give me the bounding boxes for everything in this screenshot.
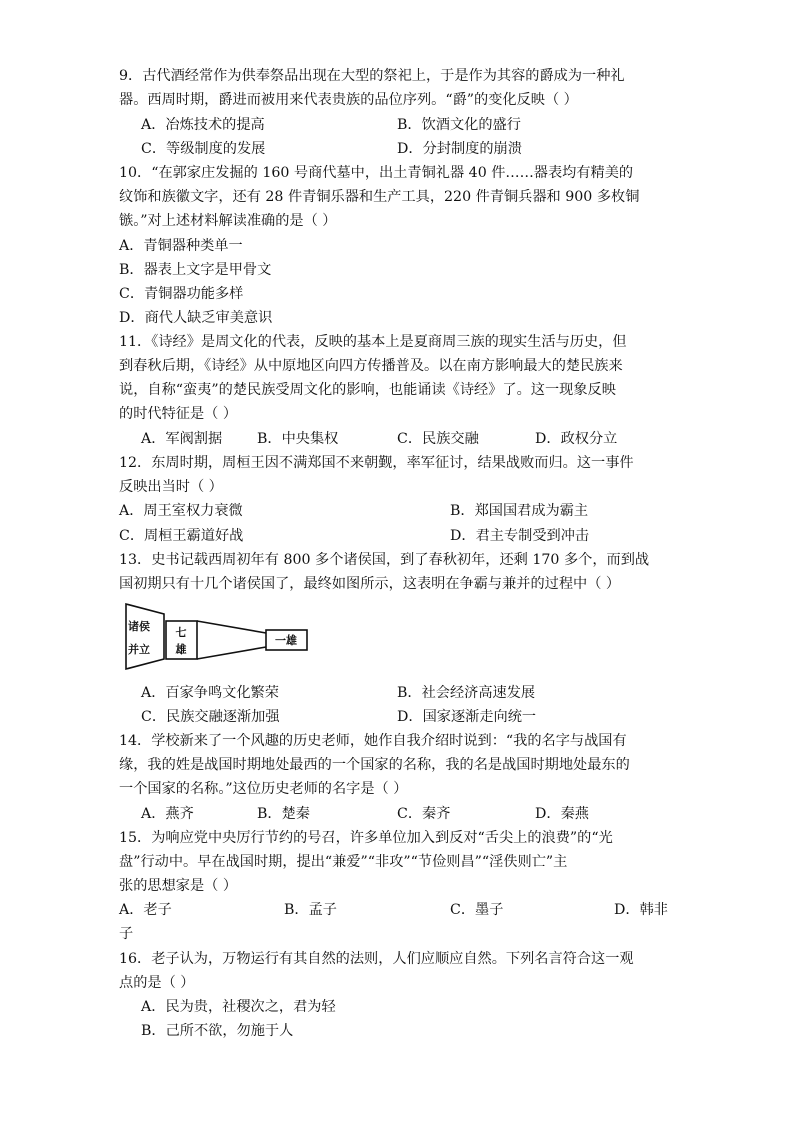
q14-option-b: B．楚秦 <box>257 806 310 822</box>
q15-option-c: C．墨子 <box>450 902 504 918</box>
q14-stem-line-2: 缘，我的姓是战国时期地处最西的一个国家的名称，我的名是战国时期地处最东的 <box>119 757 630 773</box>
q11-option-a: A．军阀割据 <box>141 431 223 447</box>
q13-option-c: C．民族交融逐渐加强 <box>141 709 280 725</box>
diagram-right-label: 一雄 <box>275 634 297 647</box>
q10-stem-line-1: 10．“在郭家庄发掘的 160 号商代墓中，出土青铜礼器 40 件……器表均有精美的 <box>119 165 634 181</box>
q15-option-d-wrap: 子 <box>119 926 134 942</box>
diagram-middle-label-1: 七 <box>175 626 187 639</box>
q11-stem-line-3: 说，自称“蛮夷”的楚民族受周文化的影响，也能诵读《诗经》了。这一现象反映 <box>119 382 616 398</box>
q11-stem-line-1: 11．《诗经》是周文化的代表，反映的基本上是夏商周三族的现实生活与历史，但 <box>119 334 627 350</box>
q14-stem-line-1: 14．学校新来了一个风趣的历史老师，她作自我介绍时说到：“我的名字与战国有 <box>119 733 627 749</box>
q11-stem-line-2: 到春秋后期，《诗经》从中原地区向四方传播普及。以在南方影响最大的楚民族来 <box>119 358 623 374</box>
q12-stem-line-2: 反映出当时（ ） <box>119 479 223 495</box>
q15-stem-line-2: 盘”行动中。早在战国时期，提出“兼爱”“非攻”“节俭则昌”“淫佚则亡”主 <box>119 854 568 870</box>
q9-option-d: D．分封制度的崩溃 <box>397 141 522 157</box>
q15-stem-line-1: 15．为响应党中央厉行节约的号召，许多单位加入到反对“舌尖上的浪费”的“光 <box>119 830 613 846</box>
q14-option-a: A．燕齐 <box>141 806 194 822</box>
q13-option-d: D．国家逐渐走向统一 <box>397 709 537 725</box>
q11-stem-line-4: 的时代特征是（ ） <box>119 406 238 422</box>
q16-stem-line-2: 点的是（ ） <box>119 975 195 991</box>
q12-stem-line-1: 12．东周时期，周桓王因不满郑国不来朝觐，率军征讨，结果战败而归。这一事件 <box>119 455 634 471</box>
q11-option-b: B．中央集权 <box>257 431 339 447</box>
q9-stem-line-1: 9．古代酒经常作为供奉祭品出现在大型的祭祀上，于是作为其容的爵成为一种礼 <box>119 68 625 84</box>
q10-option-c: C．青铜器功能多样 <box>119 286 244 302</box>
q10-option-d: D．商代人缺乏审美意识 <box>119 310 273 326</box>
q9-option-b: B．饮酒文化的盛行 <box>397 117 521 133</box>
diagram-middle-label-2: 雄 <box>175 643 187 656</box>
q10-option-a: A．青铜器种类单一 <box>119 238 243 254</box>
q15-option-a: A．老子 <box>119 902 172 918</box>
q9-option-a: A．冶炼技术的提高 <box>141 117 265 133</box>
q16-stem-line-1: 16．老子认为，万物运行有其自然的法则，人们应顺应自然。下列名言符合这一观 <box>119 951 634 967</box>
q10-stem-line-2: 纹饰和族徽文字，还有 28 件青铜乐器和生产工具，220 件青铜兵器和 900 多枚铜 <box>119 189 640 205</box>
q12-option-a: A．周王室权力衰微 <box>119 503 243 519</box>
q11-option-d: D．政权分立 <box>535 431 618 447</box>
q13-stem-line-1: 13．史书记载西周初年有 800 多个诸侯国，到了春秋初年，还剩 170 多个，而到战 <box>119 552 650 568</box>
q12-option-b: B．郑国国君成为霸主 <box>450 503 589 519</box>
diagram-left-label-1: 诸侯 <box>128 620 150 633</box>
q14-option-d: D．秦燕 <box>535 806 589 822</box>
q9-option-c: C．等级制度的发展 <box>141 141 266 157</box>
q16-option-a: A．民为贵，社稷次之，君为轻 <box>141 999 336 1015</box>
q14-stem-line-3: 一个国家的名称。”这位历史老师的名字是（ ） <box>119 781 408 797</box>
q12-option-d: D．君主专制受到冲击 <box>450 528 590 544</box>
q10-option-b: B．器表上文字是甲骨文 <box>119 262 272 278</box>
diagram-left-label-2: 并立 <box>128 643 150 656</box>
q10-stem-line-3: 镞。”对上述材料解读准确的是（ ） <box>119 213 337 229</box>
q12-option-c: C．周桓王霸道好战 <box>119 528 244 544</box>
q15-stem-line-3: 张的思想家是（ ） <box>119 878 238 894</box>
q15-option-d: D．韩非 <box>614 902 668 918</box>
q9-stem-line-2: 器。西周时期，爵进而被用来代表贵族的品位序列。“爵”的变化反映（ ） <box>119 92 578 108</box>
q16-option-b: B．己所不欲，勿施于人 <box>141 1023 294 1039</box>
q13-option-b: B．社会经济高速发展 <box>397 685 536 701</box>
q13-funnel-diagram <box>124 601 310 671</box>
q14-option-c: C．秦齐 <box>397 806 451 822</box>
q13-option-a: A．百家争鸣文化繁荣 <box>141 685 279 701</box>
q15-option-b: B．孟子 <box>284 902 337 918</box>
q13-stem-line-2: 国初期只有十几个诸侯国了，最终如图所示，这表明在争霸与兼并的过程中（ ） <box>119 576 621 592</box>
q11-option-c: C．民族交融 <box>397 431 479 447</box>
diagram-left-box <box>126 604 164 669</box>
